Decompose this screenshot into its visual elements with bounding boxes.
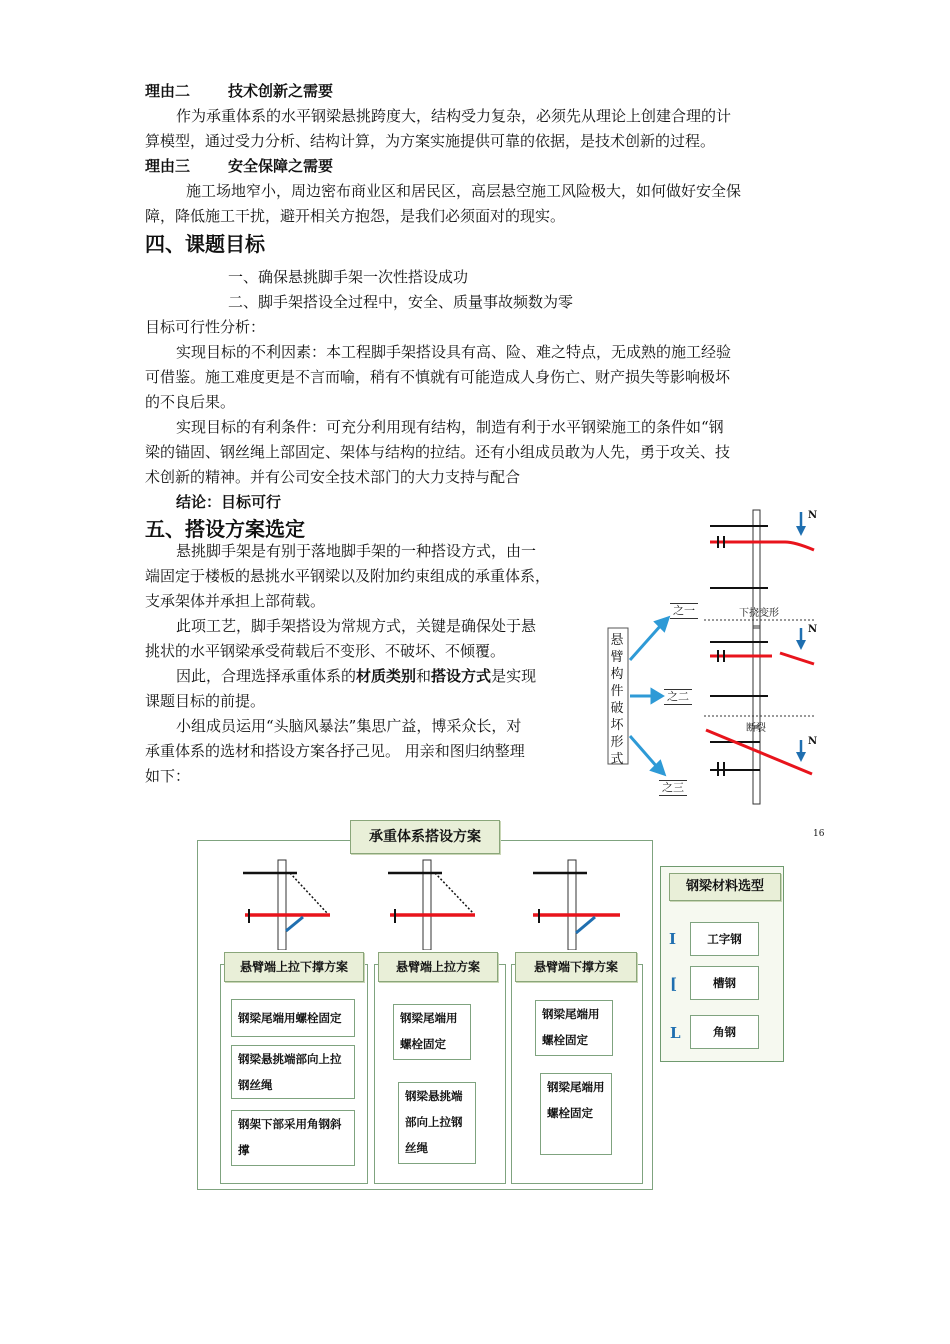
- feasibility-label: 目标可行性分析：: [145, 318, 266, 336]
- scheme-item: 钢梁尾端用螺栓固定: [231, 999, 355, 1037]
- scheme-sketch-3: [533, 860, 620, 950]
- arrow-icon: [630, 618, 668, 774]
- failure-mode-2: [704, 626, 814, 726]
- reason3-title: 安全保障之需要: [228, 157, 334, 175]
- channel-icon: [: [670, 975, 678, 993]
- failure-mode-diagram: [600, 500, 830, 810]
- reason3-label: 理由三: [145, 157, 191, 175]
- goal-item: 二、脚手架搭设全过程中，安全、质量事故频数为零: [228, 293, 574, 311]
- failure-mode-3: [706, 728, 812, 804]
- scheme-item: 钢梁尾端用螺栓固定: [535, 1000, 613, 1056]
- paragraph-line: 端固定于楼板的悬挑水平钢梁以及附加约束组成的承重体系，: [145, 567, 551, 585]
- scheme-sketch-1: [243, 860, 330, 950]
- scheme-item: 钢梁悬挑端部向上拉钢丝绳: [398, 1082, 476, 1164]
- scheme-name: 悬臂端上拉下撑方案: [224, 952, 364, 982]
- paragraph-line: 如下：: [145, 767, 191, 785]
- paragraph-line: 课题目标的前提。: [145, 692, 266, 710]
- material-item: 工字钢: [690, 922, 759, 956]
- paragraph-line: 的不良后果。: [145, 393, 236, 411]
- reason2-label: 理由二: [145, 82, 191, 100]
- paragraph-line: 施工场地窄小，周边密布商业区和居民区，高层悬空施工风险极大，如何做好安全保: [186, 182, 742, 200]
- text-run: 因此，合理选择承重体系的: [176, 667, 357, 685]
- paragraph-line: 实现目标的不利因素：本工程脚手架搭设具有高、险、难之特点，无成熟的施工经验: [176, 343, 732, 361]
- emphasis-method: 搭设方式: [431, 667, 492, 685]
- force-label: N: [808, 510, 818, 521]
- paragraph-line: 作为承重体系的水平钢梁悬挑跨度大，结构受力复杂，必须先从理论上创建合理的计: [176, 107, 732, 125]
- caption-deflection: 下挠变形: [739, 608, 779, 619]
- scheme-item: 钢梁悬挑端部向上拉钢丝绳: [231, 1045, 355, 1099]
- material-title: 钢梁材料选型: [669, 873, 781, 901]
- paragraph-line: 悬挑脚手架是有别于落地脚手架的一种搭设方式，由一: [176, 542, 537, 560]
- paragraph-line: 术创新的精神。并有公司安全技术部门的大力支持与配合: [145, 468, 521, 486]
- mode-tag: 之三: [659, 780, 687, 796]
- scheme-item: 钢梁尾端用螺栓固定: [393, 1004, 471, 1060]
- scheme-sketch-2: [388, 860, 475, 950]
- paragraph-line: [176, 665, 536, 687]
- angle-icon: L: [670, 1024, 681, 1042]
- conclusion: 结论：目标可行: [176, 493, 282, 511]
- page-number: 16: [813, 829, 825, 839]
- vertical-label: 悬臂构件破坏形式: [610, 633, 624, 767]
- mode-tag: 之二: [664, 689, 692, 705]
- scheme-sketches: [235, 855, 635, 950]
- paragraph-line: 此项工艺，脚手架搭设为常规方式，关键是确保处于悬: [176, 617, 537, 635]
- affinity-title: 承重体系搭设方案: [350, 820, 500, 854]
- text-run: 是实现: [491, 667, 537, 685]
- force-label: N: [808, 736, 818, 747]
- paragraph-line: 算模型，通过受力分析、结构计算，为方案实施提供可靠的依据，是技术创新的过程。: [145, 132, 716, 150]
- section-heading: 四、课题目标: [145, 232, 265, 256]
- material-item: 角钢: [690, 1015, 759, 1049]
- paragraph-line: 梁的锚固、钢丝绳上部固定、架体与结构的拉结。还有小组成员敢为人先，勇于攻关、技: [145, 443, 731, 461]
- text-run: 和: [416, 667, 432, 685]
- paragraph-line: 可借鉴。施工难度更是不言而喻，稍有不慎就有可能造成人身伤亡、财产损失等影响极坏: [145, 368, 731, 386]
- scheme-item: 钢梁尾端用螺栓固定: [540, 1073, 612, 1155]
- reason2-title: 技术创新之需要: [228, 82, 334, 100]
- paragraph-line: 支承架体并承担上部荷载。: [145, 592, 326, 610]
- paragraph-line: 小组成员运用“头脑风暴法”集思广益，博采众长，对: [176, 717, 522, 735]
- paragraph-line: 承重体系的选材和搭设方案各抒己见。 用亲和图归纳整理: [145, 742, 525, 760]
- i-beam-icon: I: [669, 930, 677, 948]
- force-label: N: [808, 624, 818, 635]
- scheme-name: 悬臂端下撑方案: [515, 952, 637, 982]
- section-heading: 五、搭设方案选定: [145, 517, 305, 541]
- scheme-item: 钢架下部采用角钢斜撑: [231, 1110, 355, 1166]
- goal-item: 一、确保悬挑脚手架一次性搭设成功: [228, 268, 469, 286]
- mode-tag: 之一: [670, 603, 698, 619]
- material-item: 槽钢: [690, 966, 759, 1000]
- paragraph-line: 挑状的水平钢梁承受荷载后不变形、不破坏、不倾覆。: [145, 642, 506, 660]
- paragraph-line: 实现目标的有利条件：可充分利用现有结构，制造有利于水平钢梁施工的条件如“钢: [176, 418, 724, 436]
- paragraph-line: 障，降低施工干扰，避开相关方抱怨，是我们必须面对的现实。: [145, 207, 566, 225]
- caption-fracture: 断裂: [746, 723, 766, 734]
- scheme-name: 悬臂端上拉方案: [378, 952, 498, 982]
- emphasis-material: 材质类别: [356, 667, 417, 685]
